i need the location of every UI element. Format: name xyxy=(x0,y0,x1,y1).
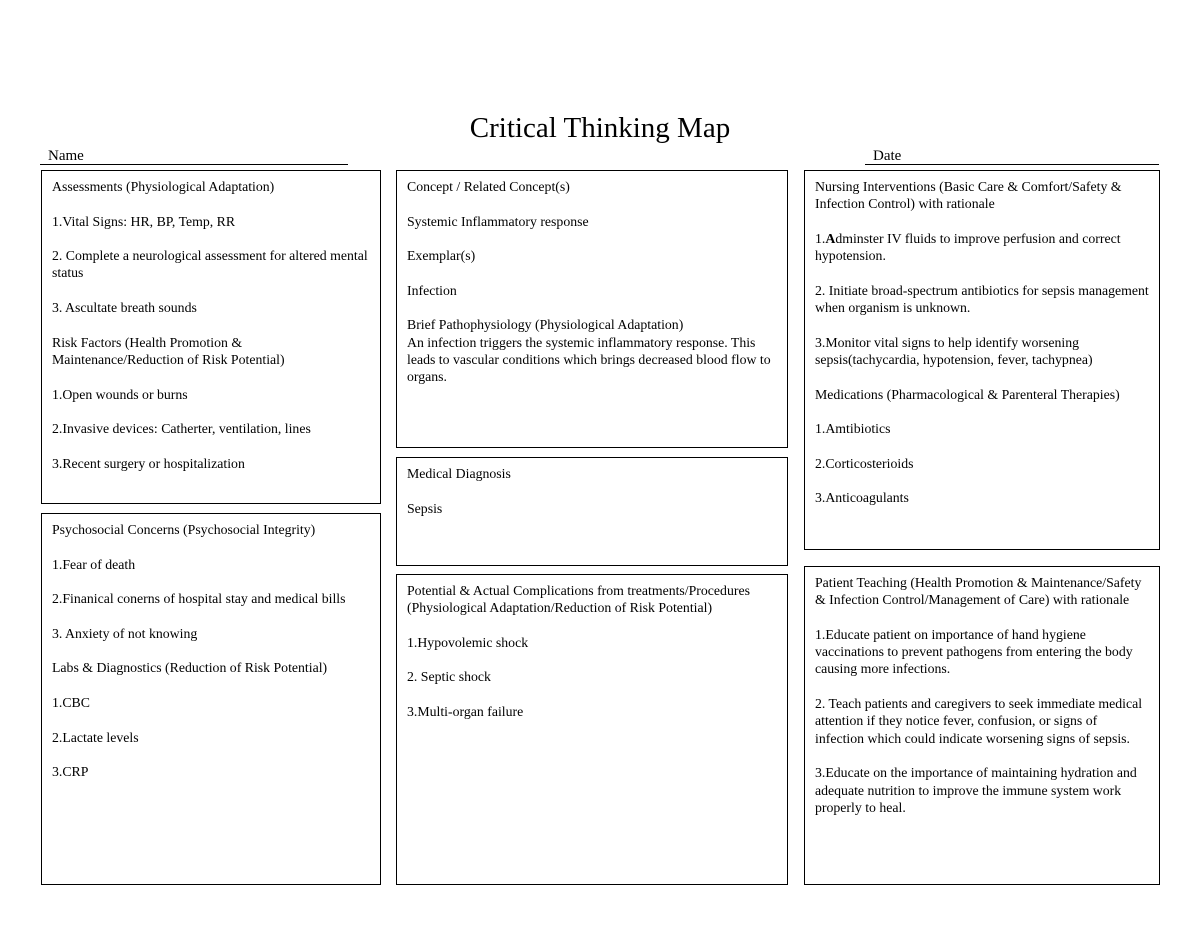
risk-factors-heading: Risk Factors (Health Promotion & Maintenance/Reduction of Risk Potential) xyxy=(52,334,285,367)
psychosocial-item: 3. Anxiety of not knowing xyxy=(52,625,198,641)
teaching-item: 1.Educate patient on importance of hand hygiene vaccinations to prevent pathogens from entering the body causing more infections. xyxy=(815,626,1133,677)
pathophysiology-section xyxy=(407,316,777,385)
psychosocial-heading: Psychosocial Concerns (Psychosocial Integrity) xyxy=(52,522,316,537)
intervention-item-text: dminster IV fluids to improve perfusion and correct hypotension. xyxy=(815,230,1121,264)
assessments-box xyxy=(41,170,381,504)
medications-heading: Medications (Pharmacological & Parenteral Therapies) xyxy=(815,386,1120,402)
intervention-item xyxy=(815,230,1149,265)
name-line xyxy=(40,164,348,165)
pathophysiology-text: An infection triggers the systemic inflammatory response. This leads to vascular conditions which brings decreased blood flow to organs. xyxy=(407,334,771,385)
exemplar-heading: Exemplar(s) xyxy=(407,248,476,264)
risk-factor-item: 1.Open wounds or burns xyxy=(52,386,188,402)
name-label: Name xyxy=(48,148,84,164)
date-label: Date xyxy=(873,148,902,164)
interventions-box xyxy=(804,170,1160,550)
assessment-item: 3. Ascultate breath sounds xyxy=(52,300,197,316)
risk-factor-item: 2.Invasive devices: Catherter, ventilation, lines xyxy=(52,421,311,437)
risk-factor-item: 3.Recent surgery or hospitalization xyxy=(52,455,245,471)
lab-item: 3.CRP xyxy=(52,764,89,780)
diagnosis-value: Sepsis xyxy=(407,500,443,516)
diagnosis-box xyxy=(396,457,788,566)
assessment-item: 2. Complete a neurological assessment for altered mental status xyxy=(52,248,368,281)
labs-heading: Labs & Diagnostics (Reduction of Risk Potential) xyxy=(52,660,328,676)
intervention-item-number: 1. xyxy=(815,230,826,246)
teaching-box xyxy=(804,566,1160,885)
teaching-heading: Patient Teaching (Health Promotion & Maintenance/Safety & Infection Control/Management of Care) with rationale xyxy=(815,575,1142,608)
page-title: Critical Thinking Map xyxy=(469,112,731,144)
exemplar-value: Infection xyxy=(407,282,457,298)
lab-item: 2.Lactate levels xyxy=(52,729,139,745)
teaching-item: 2. Teach patients and caregivers to seek immediate medical attention if they notice fever, confusion, or signs of infection which could indicate worsening signs of sepsis. xyxy=(815,696,1143,746)
teaching-item: 3.Educate on the importance of maintaining hydration and adequate nutrition to improve the immune system work properly to heal. xyxy=(815,765,1137,815)
pathophysiology-heading: Brief Pathophysiology (Physiological Adaptation) xyxy=(407,317,684,333)
psychosocial-item: 1.Fear of death xyxy=(52,556,136,572)
medication-item: 3.Anticoagulants xyxy=(815,490,909,506)
complication-item: 2. Septic shock xyxy=(407,669,491,685)
lab-item: 1.CBC xyxy=(52,694,90,710)
psychosocial-item: 2.Finanical conerns of hospital stay and medical bills xyxy=(52,591,346,607)
complication-item: 1.Hypovolemic shock xyxy=(407,634,529,650)
medication-item: 1.Amtibiotics xyxy=(815,421,891,437)
intervention-item: 2. Initiate broad-spectrum antibiotics for sepsis management when organism is unknown. xyxy=(815,282,1149,316)
assessment-item: 1.Vital Signs: HR, BP, Temp, RR xyxy=(52,213,236,229)
concept-value: Systemic Inflammatory response xyxy=(407,213,589,229)
psychosocial-box xyxy=(41,513,381,885)
intervention-item: 3.Monitor vital signs to help identify worsening sepsis(tachycardia, hypotension, fever, tachypnea) xyxy=(815,334,1093,367)
concept-box xyxy=(396,170,788,448)
concept-heading: Concept / Related Concept(s) xyxy=(407,179,570,194)
complications-heading: Potential & Actual Complications from treatments/Procedures (Physiological Adaptation/Reduction of Risk Potential) xyxy=(407,583,750,616)
assessments-heading: Assessments (Physiological Adaptation) xyxy=(52,179,275,194)
medication-item: 2.Corticosterioids xyxy=(815,455,914,471)
interventions-heading: Nursing Interventions (Basic Care & Comfort/Safety & Infection Control) with rationale xyxy=(815,179,1122,212)
diagnosis-heading: Medical Diagnosis xyxy=(407,466,511,481)
intervention-item-bold-letter: A xyxy=(825,230,836,246)
complications-box xyxy=(396,574,788,885)
complication-item: 3.Multi-organ failure xyxy=(407,704,524,720)
date-line xyxy=(865,164,1159,165)
